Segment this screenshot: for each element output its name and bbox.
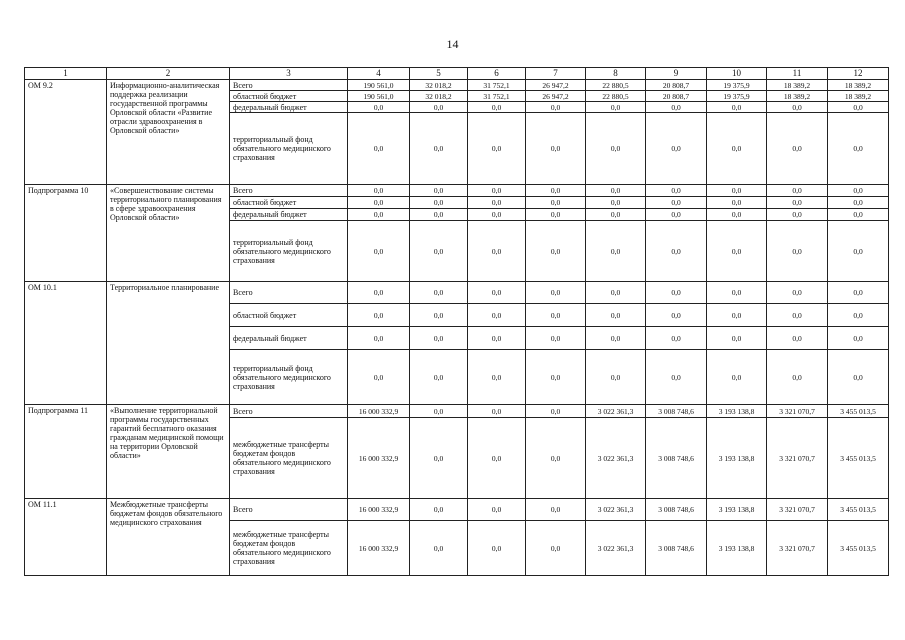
amount-cell: 0,0 [586, 197, 646, 209]
amount-cell: 0,0 [410, 221, 468, 282]
amount-cell: 0,0 [526, 499, 586, 521]
amount-cell: 0,0 [348, 350, 410, 405]
funding-source: межбюджетные трансферты бюджетам фондов обязательного медицинского страхования [230, 521, 348, 576]
funding-source: Всего [230, 80, 348, 91]
column-header: 10 [707, 68, 767, 80]
amount-cell: 0,0 [410, 499, 468, 521]
amount-cell: 0,0 [586, 113, 646, 185]
amount-cell: 0,0 [646, 304, 707, 327]
amount-cell: 0,0 [468, 418, 526, 499]
amount-cell: 0,0 [468, 197, 526, 209]
amount-cell: 0,0 [348, 185, 410, 197]
column-header: 1 [25, 68, 107, 80]
funding-source: межбюджетные трансферты бюджетам фондов обязательного медицинского страхования [230, 418, 348, 499]
amount-cell: 0,0 [707, 350, 767, 405]
amount-cell: 0,0 [828, 185, 889, 197]
table-row [25, 80, 889, 91]
amount-cell: 0,0 [468, 327, 526, 350]
amount-cell: 0,0 [828, 327, 889, 350]
table-row [25, 405, 889, 418]
column-header: 7 [526, 68, 586, 80]
amount-cell: 3 455 013,5 [828, 405, 889, 418]
amount-cell: 20 808,7 [646, 91, 707, 102]
amount-cell: 0,0 [468, 209, 526, 221]
amount-cell: 0,0 [526, 197, 586, 209]
column-header: 2 [107, 68, 230, 80]
amount-cell: 0,0 [767, 209, 828, 221]
amount-cell: 3 022 361,3 [586, 405, 646, 418]
funding-source: территориальный фонд обязательного медицинского страхования [230, 221, 348, 282]
program-code: Подпрограмма 11 [25, 405, 107, 499]
amount-cell: 18 389,2 [767, 91, 828, 102]
program-name: Информационно-аналитическая поддержка реализации государственной программы Орловской области «Развитие отрасли здравоохранения в Орловской области» [107, 80, 230, 185]
amount-cell: 0,0 [646, 350, 707, 405]
amount-cell: 0,0 [828, 102, 889, 113]
column-header: 9 [646, 68, 707, 80]
column-header: 12 [828, 68, 889, 80]
amount-cell: 3 321 070,7 [767, 521, 828, 576]
amount-cell: 0,0 [767, 304, 828, 327]
amount-cell: 3 008 748,6 [646, 521, 707, 576]
funding-source: территориальный фонд обязательного медицинского страхования [230, 350, 348, 405]
amount-cell: 3 193 138,8 [707, 418, 767, 499]
amount-cell: 31 752,1 [468, 91, 526, 102]
amount-cell: 0,0 [526, 185, 586, 197]
amount-cell: 3 008 748,6 [646, 405, 707, 418]
amount-cell: 0,0 [526, 327, 586, 350]
amount-cell: 19 375,9 [707, 91, 767, 102]
amount-cell: 0,0 [767, 102, 828, 113]
amount-cell: 3 008 748,6 [646, 418, 707, 499]
amount-cell: 0,0 [468, 521, 526, 576]
amount-cell: 16 000 332,9 [348, 418, 410, 499]
amount-cell: 18 389,2 [767, 80, 828, 91]
funding-source: Всего [230, 405, 348, 418]
amount-cell: 0,0 [767, 350, 828, 405]
amount-cell: 16 000 332,9 [348, 405, 410, 418]
amount-cell: 0,0 [348, 113, 410, 185]
amount-cell: 0,0 [646, 209, 707, 221]
amount-cell: 0,0 [526, 418, 586, 499]
amount-cell: 0,0 [468, 350, 526, 405]
amount-cell: 0,0 [646, 113, 707, 185]
amount-cell: 0,0 [767, 113, 828, 185]
amount-cell: 3 455 013,5 [828, 521, 889, 576]
column-header: 5 [410, 68, 468, 80]
amount-cell: 0,0 [828, 350, 889, 405]
amount-cell: 0,0 [707, 327, 767, 350]
funding-source: Всего [230, 282, 348, 304]
amount-cell: 32 018,2 [410, 80, 468, 91]
amount-cell: 3 321 070,7 [767, 405, 828, 418]
amount-cell: 3 193 138,8 [707, 499, 767, 521]
amount-cell: 0,0 [526, 282, 586, 304]
amount-cell: 0,0 [410, 282, 468, 304]
amount-cell: 0,0 [410, 418, 468, 499]
amount-cell: 0,0 [586, 282, 646, 304]
amount-cell: 0,0 [526, 304, 586, 327]
amount-cell: 0,0 [410, 209, 468, 221]
funding-source: федеральный бюджет [230, 327, 348, 350]
amount-cell: 0,0 [707, 185, 767, 197]
amount-cell: 0,0 [410, 405, 468, 418]
amount-cell: 0,0 [348, 209, 410, 221]
amount-cell: 0,0 [646, 185, 707, 197]
amount-cell: 0,0 [410, 185, 468, 197]
table-row [25, 499, 889, 521]
amount-cell: 0,0 [410, 327, 468, 350]
amount-cell: 0,0 [348, 221, 410, 282]
amount-cell: 0,0 [526, 113, 586, 185]
amount-cell: 0,0 [348, 282, 410, 304]
amount-cell: 0,0 [828, 221, 889, 282]
amount-cell: 26 947,2 [526, 80, 586, 91]
amount-cell: 0,0 [410, 350, 468, 405]
amount-cell: 20 808,7 [646, 80, 707, 91]
amount-cell: 0,0 [767, 327, 828, 350]
amount-cell: 0,0 [707, 304, 767, 327]
program-code: ОМ 9.2 [25, 80, 107, 185]
amount-cell: 22 880,5 [586, 91, 646, 102]
amount-cell: 0,0 [526, 102, 586, 113]
column-header: 6 [468, 68, 526, 80]
funding-source: федеральный бюджет [230, 102, 348, 113]
amount-cell: 0,0 [410, 197, 468, 209]
column-header: 11 [767, 68, 828, 80]
amount-cell: 0,0 [468, 405, 526, 418]
amount-cell: 0,0 [586, 304, 646, 327]
amount-cell: 31 752,1 [468, 80, 526, 91]
amount-cell: 0,0 [468, 102, 526, 113]
funding-source: областной бюджет [230, 197, 348, 209]
amount-cell: 0,0 [410, 113, 468, 185]
amount-cell: 190 561,0 [348, 80, 410, 91]
amount-cell: 0,0 [468, 282, 526, 304]
amount-cell: 0,0 [468, 185, 526, 197]
amount-cell: 0,0 [707, 209, 767, 221]
table-row [25, 185, 889, 197]
page-number: 14 [446, 37, 459, 51]
amount-cell: 0,0 [828, 197, 889, 209]
funding-source: Всего [230, 185, 348, 197]
funding-source: территориальный фонд обязательного медицинского страхования [230, 113, 348, 185]
amount-cell: 0,0 [410, 304, 468, 327]
program-name: «Выполнение территориальной программы государственных гарантий бесплатного оказания гражданам медицинской помощи на территории Орловской области» [107, 405, 230, 499]
amount-cell: 0,0 [707, 221, 767, 282]
amount-cell: 3 022 361,3 [586, 499, 646, 521]
table-body [25, 68, 889, 576]
amount-cell: 0,0 [526, 405, 586, 418]
amount-cell: 18 389,2 [828, 91, 889, 102]
table-row [25, 282, 889, 304]
amount-cell: 0,0 [586, 102, 646, 113]
amount-cell: 0,0 [468, 221, 526, 282]
amount-cell: 190 561,0 [348, 91, 410, 102]
amount-cell: 16 000 332,9 [348, 499, 410, 521]
amount-cell: 0,0 [646, 282, 707, 304]
amount-cell: 18 389,2 [828, 80, 889, 91]
amount-cell: 0,0 [348, 197, 410, 209]
amount-cell: 3 008 748,6 [646, 499, 707, 521]
program-name: Территориальное планирование [107, 282, 230, 405]
amount-cell: 0,0 [348, 304, 410, 327]
amount-cell: 0,0 [586, 209, 646, 221]
amount-cell: 3 455 013,5 [828, 418, 889, 499]
amount-cell: 3 193 138,8 [707, 521, 767, 576]
program-code: Подпрограмма 10 [25, 185, 107, 282]
amount-cell: 0,0 [828, 113, 889, 185]
amount-cell: 0,0 [410, 102, 468, 113]
amount-cell: 3 022 361,3 [586, 418, 646, 499]
amount-cell: 0,0 [348, 102, 410, 113]
funding-source: областной бюджет [230, 304, 348, 327]
amount-cell: 3 321 070,7 [767, 499, 828, 521]
amount-cell: 0,0 [468, 499, 526, 521]
amount-cell: 3 193 138,8 [707, 405, 767, 418]
column-header: 4 [348, 68, 410, 80]
column-header: 3 [230, 68, 348, 80]
amount-cell: 0,0 [707, 197, 767, 209]
amount-cell: 0,0 [526, 350, 586, 405]
program-code: ОМ 10.1 [25, 282, 107, 405]
amount-cell: 0,0 [526, 221, 586, 282]
amount-cell: 0,0 [526, 521, 586, 576]
amount-cell: 0,0 [410, 521, 468, 576]
amount-cell: 0,0 [707, 102, 767, 113]
amount-cell: 0,0 [767, 282, 828, 304]
budget-table [24, 67, 889, 576]
amount-cell: 0,0 [586, 185, 646, 197]
amount-cell: 0,0 [707, 282, 767, 304]
amount-cell: 0,0 [586, 221, 646, 282]
amount-cell: 0,0 [348, 327, 410, 350]
funding-source: федеральный бюджет [230, 209, 348, 221]
amount-cell: 0,0 [646, 197, 707, 209]
amount-cell: 3 321 070,7 [767, 418, 828, 499]
program-name: Межбюджетные трансферты бюджетам фондов обязательного медицинского страхования [107, 499, 230, 576]
amount-cell: 3 455 013,5 [828, 499, 889, 521]
amount-cell: 0,0 [646, 221, 707, 282]
amount-cell: 0,0 [646, 102, 707, 113]
program-code: ОМ 11.1 [25, 499, 107, 576]
amount-cell: 19 375,9 [707, 80, 767, 91]
amount-cell: 0,0 [468, 113, 526, 185]
amount-cell: 16 000 332,9 [348, 521, 410, 576]
program-name: «Совершенствование системы территориального планирования в сфере здравоохранения Орловской области» [107, 185, 230, 282]
amount-cell: 3 022 361,3 [586, 521, 646, 576]
amount-cell: 0,0 [828, 282, 889, 304]
amount-cell: 0,0 [586, 350, 646, 405]
column-header: 8 [586, 68, 646, 80]
amount-cell: 0,0 [767, 185, 828, 197]
amount-cell: 0,0 [646, 327, 707, 350]
amount-cell: 0,0 [707, 113, 767, 185]
header-row [25, 68, 889, 80]
amount-cell: 0,0 [586, 327, 646, 350]
funding-source: Всего [230, 499, 348, 521]
amount-cell: 0,0 [468, 304, 526, 327]
amount-cell: 0,0 [828, 209, 889, 221]
amount-cell: 0,0 [828, 304, 889, 327]
funding-source: областной бюджет [230, 91, 348, 102]
amount-cell: 0,0 [526, 209, 586, 221]
amount-cell: 32 018,2 [410, 91, 468, 102]
amount-cell: 26 947,2 [526, 91, 586, 102]
amount-cell: 0,0 [767, 197, 828, 209]
amount-cell: 22 880,5 [586, 80, 646, 91]
amount-cell: 0,0 [767, 221, 828, 282]
